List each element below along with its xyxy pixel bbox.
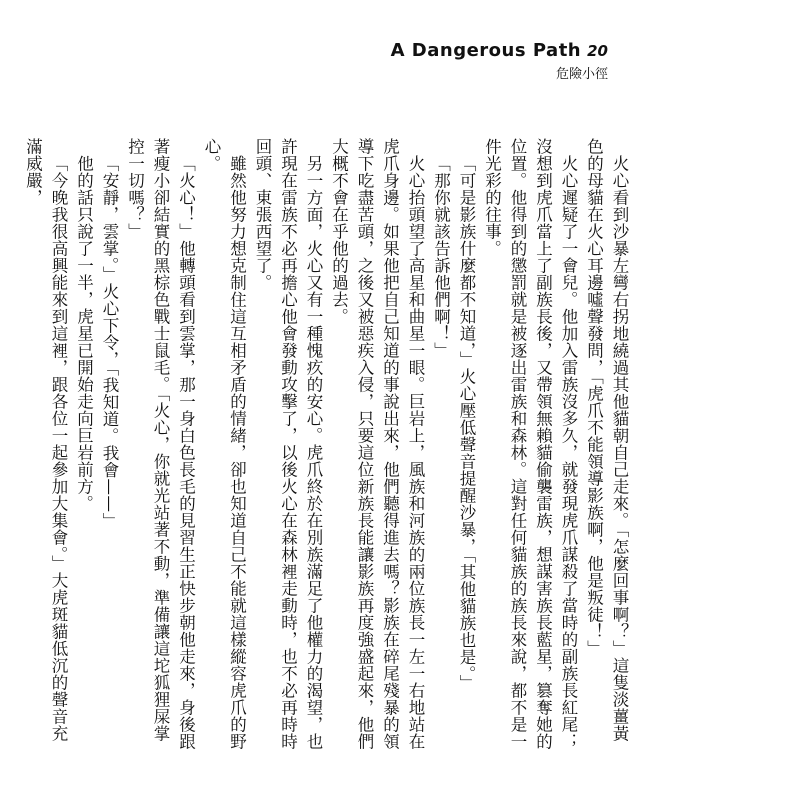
vertical-body-text xyxy=(20,138,632,758)
paragraph: 他的話只說了一半，虎星已開始走向巨岩前方。 xyxy=(74,154,94,512)
page-number: 20 xyxy=(587,42,608,60)
paragraph: 雖然他努力想克制住這互相矛盾的情緒，卻也知道自己不能就這樣縱容虎爪的野心。 xyxy=(202,138,247,750)
paragraph: 「可是影族什麼都不知道，」火心壓低聲音提醒沙暴，「其他貓族也是。」 xyxy=(457,154,476,691)
paragraph: 「今晚我很高興能來到這裡，跟各位一起參加大集會。」大虎斑貓低沉的聲音充滿威嚴， xyxy=(23,138,68,742)
running-header xyxy=(391,40,608,82)
paragraph: 「那你就該告訴他們啊！」 xyxy=(431,154,451,359)
paragraph: 另一方面，火心又有一種愧疚的安心。虎爪終於在別族滿足了他權力的渴望，也許現在雷族不必再擔心他會發動攻擊了，以後火心在森林裡走動時，也不必再時時回頭、東張西望了。 xyxy=(253,138,323,750)
chinese-title: 危險小徑 xyxy=(555,67,608,82)
paragraph: 「火心！」他轉頭看到雲掌，那一身白色長毛的見習生正快步朝他走來，身後跟著瘦小卻結實的黑棕色戰士鼠毛。「火心，你就光站著不動，準備讓這坨狐狸屎掌控一切嗎？」 xyxy=(125,138,196,750)
book-title: A Dangerous Path xyxy=(390,40,582,61)
paragraph: 火心看到沙暴左彎右拐地繞過其他貓朝自己走來。「怎麼回事啊？」這隻淡薑黃色的母貓在火心耳邊噓聲發問，「虎爪不能領導影族啊，他是叛徒！」 xyxy=(584,138,629,742)
paragraph: 火心遲疑了一會兒。他加入雷族沒多久，就發現虎爪謀殺了當時的副族長紅尾；沒想到虎爪當上了副族長後，又帶領無賴貓偷襲雷族，想謀害族長藍星，篡奪她的位置。他得到的懲罰就是被逐出雷族和森林。這對任何貓族的族長來說，都不是一件光彩的往事。 xyxy=(482,138,578,750)
paragraph: 火心抬頭望了高星和曲星一眼。巨岩上，風族和河族的兩位族長一左一右地站在虎爪身邊。如果他把自己知道的事說出來，他們聽得進去嗎？影族在碎尾殘暴的領導下吃盡苦頭，之後又被惡疾入侵，只要這位新族長能讓影族再度強盛起來，他們大概不會在乎他的過去。 xyxy=(329,138,425,750)
paragraph: 「安靜，雲掌。」火心下令，「我知道。我會——」 xyxy=(100,154,119,529)
